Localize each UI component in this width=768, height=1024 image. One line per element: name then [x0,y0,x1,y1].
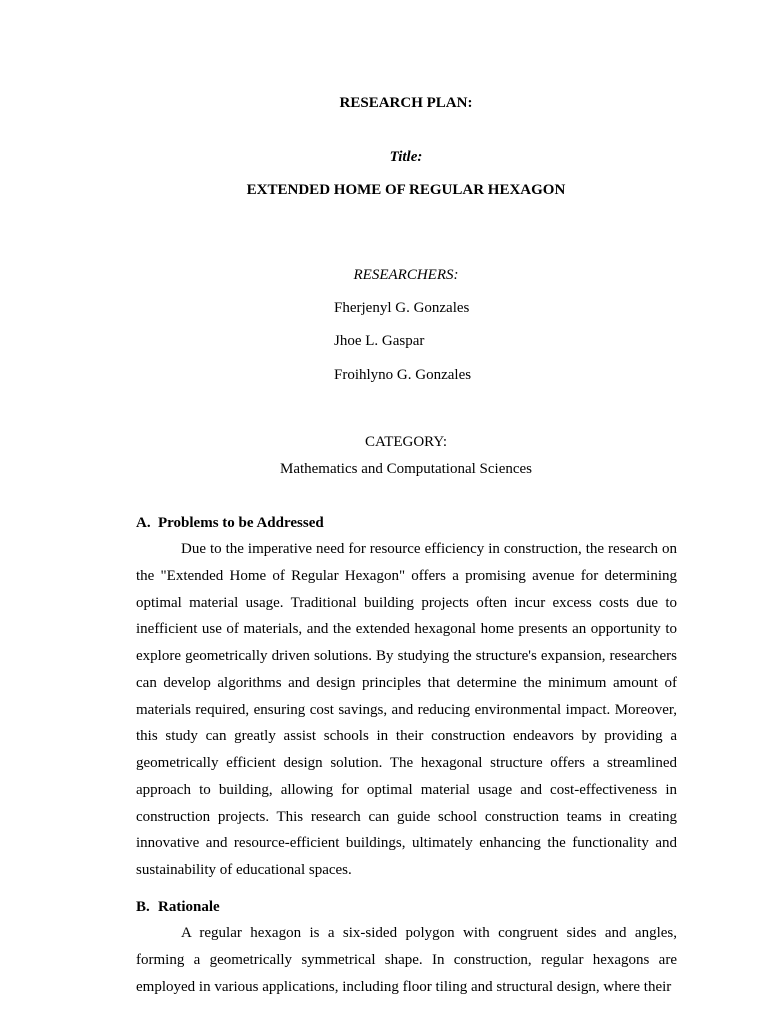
researcher-name: Froihlyno G. Gonzales [334,367,472,383]
section-paragraph: Due to the imperative need for resource efficiency in construction, the research on the "Extended Home of Regular Hexagon" offers a promising avenue for determining optimal material usage. Traditional building projects often incur excess costs due to inefficient use of materials, and the extended hexagonal home presents an opportunity to explore geometrically driven solutions. By studying the structure's expansion, researchers can develop algorithms and design principles that determine the minimum amount of materials required, ensuring cost savings, and reducing environmental impact. Moreover, this study can greatly assist schools in their construction endeavors by providing a geometrically efficient design solution. The hexagonal structure offers a streamlined approach to building, allowing for optimal material usage and cost-effectiveness in construction projects. This research can guide school construction teams in creating innovative and resource-efficient buildings, ultimately enhancing the functionality and sustainability of educational spaces. [136,541,677,878]
document-header: RESEARCH PLAN: [339,95,473,111]
section-letter: B. [136,899,150,915]
researcher-name: Jhoe L. Gaspar [334,333,425,349]
document-title: EXTENDED HOME OF REGULAR HEXAGON [246,182,566,198]
category-label: CATEGORY: [365,434,447,450]
researcher-name: Fherjenyl G. Gonzales [334,300,470,316]
section-heading [136,897,220,917]
researchers-label: RESEARCHERS: [353,267,459,283]
section-letter: A. [136,515,151,531]
section-heading [136,513,324,533]
title-label: Title: [389,149,423,165]
section-paragraph: A regular hexagon is a six-sided polygon with congruent sides and angles, forming a geometrically symmetrical shape. In construction, regular hexagons are employed in various applications, including floor tiling and structural design, where their [136,925,677,995]
section-heading-text: Problems to be Addressed [158,515,324,531]
section-heading-text: Rationale [158,899,220,915]
category-value: Mathematics and Computational Sciences [279,461,533,477]
